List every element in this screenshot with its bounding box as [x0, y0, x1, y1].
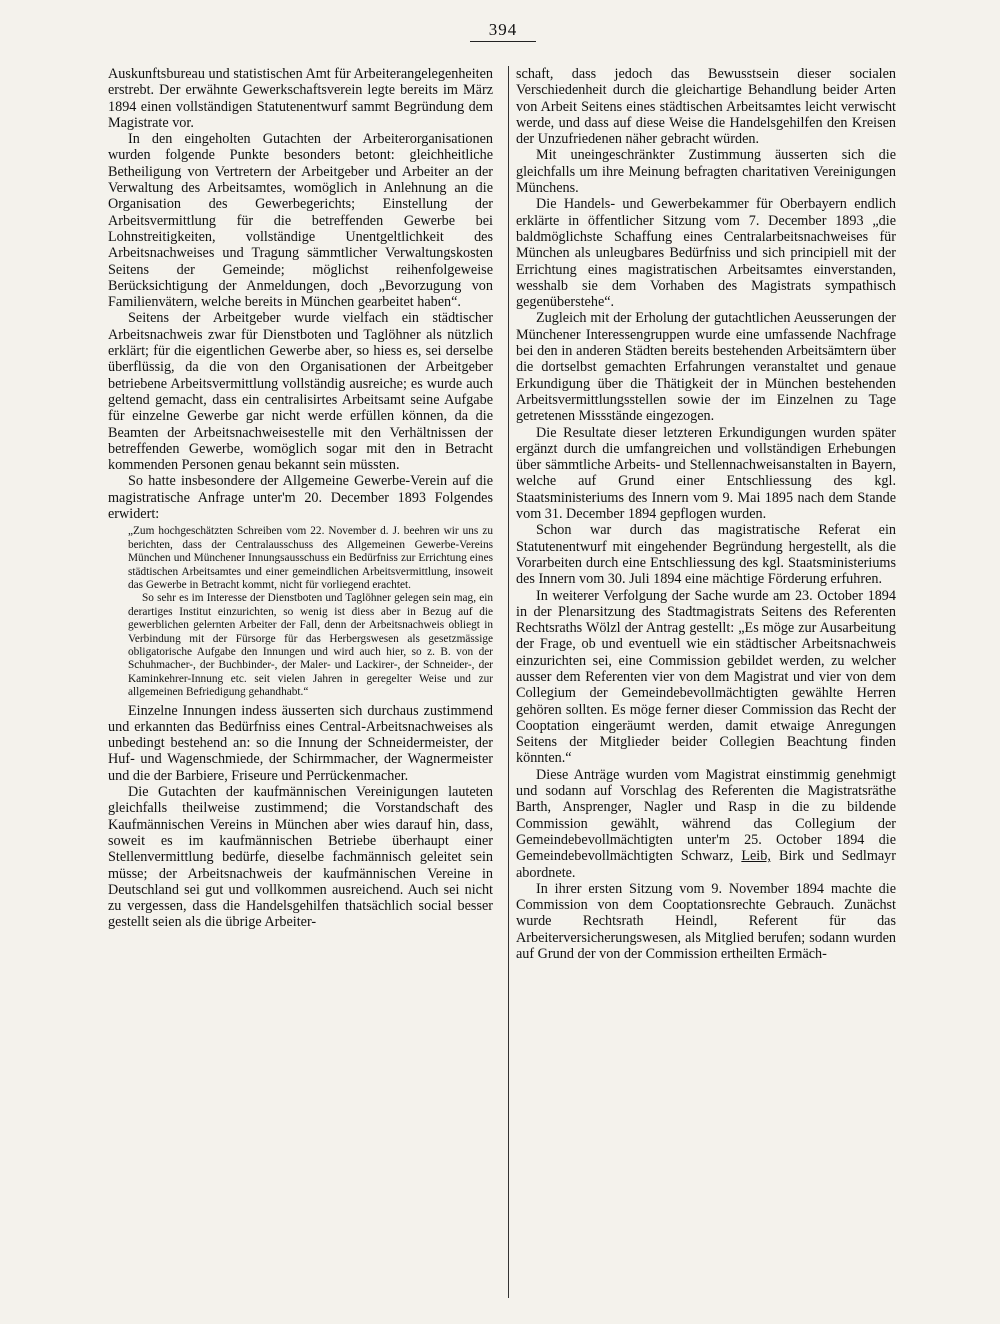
- paragraph: Auskunftsbureau und statistischen Amt für Arbeiterangelegenheiten erstrebt. Der erwähnte Gewerkschaftsverein legte bereits im März 1894 einen vollständigen Statutenentwurf sammt Begründung dem Magistrate vor.: [108, 66, 493, 131]
- left-column: [108, 66, 493, 931]
- right-column: [516, 66, 896, 962]
- paragraph: In den eingeholten Gutachten der Arbeiterorganisationen wurden folgende Punkte besonders betont: gleichheitliche Betheiligung von Vertretern der Arbeitgeber und Arbeiter an der Verwaltung des Arbeitsamtes, womöglich in Anlehnung an die Organisation des Gewerbegerichts; Einstellung der Arbeitsvermittlung für die betreffenden Gewerbe bei Lohnstreitigkeiten, vollständige Unentgeltlichkeit des Arbeitsnachweises und Tragung sämmtlicher Verwaltungskosten Seitens der Gemeinde; möglichst reihenfolgeweise Berücksichtigung der Anmeldungen, doch „Bevorzugung von Familienvätern, welche bereits in München gearbeitet haben“.: [108, 131, 493, 311]
- paragraph: In ihrer ersten Sitzung vom 9. November 1894 machte die Commission von dem Cooptationsrechte Gebrauch. Zunächst wurde Rechtsrath Heindl, Referent für das Arbeiterversicherungswesen, als Mitglied berufen; sodann wurden auf Grund der von der Commission ertheilten Ermäch-: [516, 880, 896, 963]
- page-number: 394: [470, 20, 536, 42]
- quote-paragraph: „Zum hochgeschätzten Schreiben vom 22. November d. J. beehren wir uns zu berichten, dass der Centralausschuss des Allgemeinen Gewerbe-Vereins München und Münchener Innungsausschuss ein Bedürfniss zur Errichtung eines städtischen Arbeitsamtes und einer gemeindlichen Arbeitsvermittlung, insoweit das Gewerbe in Betracht kommt, nicht für vorliegend erachtet.: [128, 525, 493, 591]
- paragraph: Zugleich mit der Erholung der gutachtlichen Aeusserungen der Münchener Interessengruppen wurde eine umfassende Nachfrage bei den in anderen Städten bereits bestehenden Arbeitsämtern über die dortselbst gemachten Erfahrungen veranstaltet und genaue Erkundigung über die Thätigkeit der in München bestehenden Arbeitsvermittlungsstellen sowie der im Einzelnen zu Tage getretenen Missstände eingezogen.: [516, 310, 896, 425]
- quote-paragraph: So sehr es im Interesse der Dienstboten und Taglöhner gelegen sein mag, ein derartiges Institut einzurichten, so wenig ist diess aber in Bezug auf die gewerblichen gelernten Arbeiter der Fall, denn der Arbeitsnachweis obliegt in Verbindung mit der Fürsorge für das Herbergswesen als gesetzmässige obligatorische Aufgabe den Innungen und wird auch hier, so z. B. von der Schuhmacher-, der Buchbinder-, der Maler- und Lackirer-, der Schneider-, der Kaminkehrer-Innung etc. seit vielen Jahren in geregelter Weise und zur allgemeinen Befriedigung gehandhabt.“: [128, 592, 493, 699]
- underlined-name: Leib,: [741, 848, 771, 865]
- paragraph: Einzelne Innungen indess äusserten sich durchaus zustimmend und erkannten das Bedürfniss eines Central-Arbeitsnachweises als unbedingt bestehend an: so die Innung der Schneidermeister, der Huf- und Wagenschmiede, der Schirmmacher, der Wagnermeister und die der Barbiere, Friseure und Perrückenmacher.: [108, 702, 493, 784]
- paragraph: Seitens der Arbeitgeber wurde vielfach ein städtischer Arbeitsnachweis zwar für Dienstboten und Taglöhner als nützlich erklärt; für die eigentlichen Gewerbe aber, so hiess es, sei derselbe überflüssig, da die von den Organisationen der Arbeitgeber betriebene Arbeitsvermittlung vollständig ausreiche; es wurde auch geltend gemacht, dass ein centralisirtes Arbeitsamt seine Aufgabe für einzelne Gewerbe gar nicht werde erfüllen können, da die Beamten der Arbeitsnachweisestelle mit den Verhältnissen der betreffenden Gewerbe, womöglich sogar mit den in Betracht kommenden Personen genau bekannt sein müssten.: [108, 310, 493, 474]
- paragraph: schaft, dass jedoch das Bewusstsein dieser socialen Verschiedenheit durch die gleichartige Behandlung beider Arten von Arbeit Seitens eines städtischen Arbeitsamtes leicht verwischt werde, und dass auf diese Weise die Handelsgehilfen den Kreisen der Unzufriedenen näher gebracht würden.: [516, 66, 896, 148]
- paragraph: Die Handels- und Gewerbekammer für Oberbayern endlich erklärte in öffentlicher Sitzung vom 7. December 1893 „die baldmöglichste Schaffung eines Centralarbeitsnachweises für München als unleugbares Bedürfniss und sich principiell mit der Errichtung eines magistratischen Arbeitsamtes einverstanden, wesshalb sie dem Vorhaben des Magistrats sympathisch gegenüberstehe“.: [516, 196, 896, 311]
- paragraph: So hatte insbesondere der Allgemeine Gewerbe-Verein auf die magistratische Anfrage unter'm 20. December 1893 Folgendes erwidert:: [108, 473, 493, 523]
- paragraph: Schon war durch das magistratische Referat ein Statutenentwurf mit eingehender Begründung hergestellt, als die Vorarbeiten durch eine Entschliessung des kgl. Staatsministeriums des Innern vom 30. Juli 1894 eine mächtige Förderung erfuhren.: [516, 522, 896, 588]
- paragraph: Die Gutachten der kaufmännischen Vereinigungen lauteten gleichfalls theilweise zustimmend; die Vorstandschaft des Kaufmännischen Vereins in München aber wies darauf hin, dass, soweit es im kaufmännischen Betriebe überhaupt einer Stellenvermittlung bedürfe, dieselbe fachmännisch geleitet sein müsse; der Arbeitsnachweis der kaufmännischen Vereine in Deutschland sei gut und vollkommen ausreichend. Auch sei nicht zu vergessen, dass die Handelsgehilfen thatsächlich social besser gestellt seien als die übrige Arbeiter-: [108, 784, 493, 931]
- block-quote: [128, 525, 493, 699]
- text-span: Diese Anträge wurden vom Magistrat einstimmig genehmigt und sodann auf Vorschlag des Referenten die Magistratsräthe Barth, Ansprenger, Nagler und Rasp in die zu bildende Commission gewählt, während das Collegium der Gemeindebevollmächtigten unter'm 25. October 1894 die Gemeindebevollmächtigten Schwarz,: [516, 766, 896, 865]
- paragraph: Mit uneingeschränkter Zustimmung äusserten sich die gleichfalls um ihre Meinung befragten charitativen Vereinigungen Münchens.: [516, 147, 896, 197]
- text-span: Birk und Sedlmayr abordnete.: [516, 848, 896, 881]
- column-divider: [508, 66, 509, 1298]
- commission-paragraph: [516, 767, 896, 881]
- paragraph: Die Resultate dieser letzteren Erkundigungen wurden später ergänzt durch die umfangreichen und vollständigen Erhebungen über sämmtliche Arbeits- und Stellennachweisanstalten in Bayern, welche auf Grund einer Entschliessung des kgl. Staatsministeriums des Innern vom 9. Mai 1895 nach dem Stande vom 31. December 1894 gepflogen wurden.: [516, 424, 896, 523]
- paragraph: In weiterer Verfolgung der Sache wurde am 23. October 1894 in der Plenarsitzung des Stadtmagistrats Seitens des Referenten Rechtsraths Wölzl der Antrag gestellt: „Es möge zur Ausarbeitung der Frage, ob und eventuell wie ein städtischer Arbeitsnachweis einzurichten sei, eine Commission gebildet werden, zu welcher ausser dem Referenten vier von dem Magistrat und vier von dem Collegium der Gemeindebevollmächtigten gewählte Herren gehören sollten. Es möge ferner dieser Commission das Recht der Cooptation eingeräumt werden, damit etwaige Anregungen Seitens der Mitglieder beider Collegien Beachtung finden könnten.“: [516, 587, 896, 767]
